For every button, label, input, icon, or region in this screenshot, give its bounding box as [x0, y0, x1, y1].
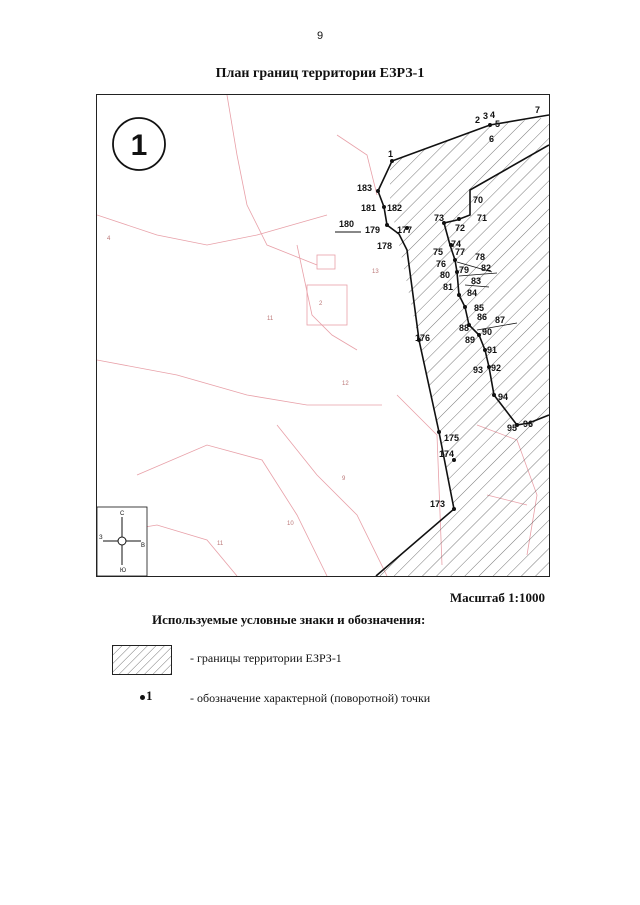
page-title: План границ территории ЕЗРЗ-1: [215, 66, 425, 81]
svg-text:85: 85: [474, 303, 485, 313]
svg-text:9: 9: [342, 476, 346, 482]
svg-text:91: 91: [487, 345, 498, 355]
svg-text:2: 2: [475, 115, 481, 125]
svg-text:181: 181: [361, 203, 377, 213]
svg-text:76: 76: [436, 259, 447, 269]
svg-text:71: 71: [477, 213, 488, 223]
territory-area: [377, 117, 549, 576]
svg-text:178: 178: [377, 241, 393, 251]
legend-hatch-swatch: [112, 645, 172, 675]
sheet-number-badge: [113, 118, 165, 170]
map-frame: [96, 94, 550, 577]
svg-text:1: 1: [130, 129, 148, 162]
svg-text:94: 94: [498, 392, 509, 402]
svg-text:13: 13: [372, 269, 379, 275]
svg-text:6: 6: [489, 134, 495, 144]
boundary-map: [97, 95, 549, 576]
svg-text:180: 180: [339, 219, 355, 229]
svg-text:92: 92: [491, 363, 502, 373]
svg-text:88: 88: [459, 323, 470, 333]
svg-text:З: З: [99, 535, 103, 541]
svg-text:95: 95: [507, 423, 518, 433]
svg-text:11: 11: [217, 541, 224, 547]
svg-text:179: 179: [365, 225, 381, 235]
svg-text:Ю: Ю: [120, 568, 127, 574]
svg-text:78: 78: [475, 252, 486, 262]
legend-point-label: - обозначение характерной (поворотной) точки: [190, 691, 431, 705]
svg-text:10: 10: [287, 521, 294, 527]
svg-text:2: 2: [319, 301, 323, 307]
svg-text:7: 7: [535, 105, 541, 115]
svg-text:5: 5: [495, 119, 501, 129]
svg-text:В: В: [141, 543, 146, 549]
svg-text:12: 12: [342, 381, 349, 387]
svg-text:1: 1: [388, 149, 394, 159]
svg-text:175: 175: [444, 433, 460, 443]
svg-text:81: 81: [443, 282, 454, 292]
svg-text:11: 11: [267, 316, 274, 322]
svg-text:83: 83: [471, 276, 482, 286]
svg-text:96: 96: [523, 419, 534, 429]
svg-text:90: 90: [482, 327, 493, 337]
svg-text:80: 80: [440, 270, 451, 280]
svg-text:3: 3: [483, 111, 489, 121]
svg-text:84: 84: [467, 288, 478, 298]
svg-text:86: 86: [477, 312, 488, 322]
svg-text:4: 4: [107, 236, 111, 242]
svg-text:93: 93: [473, 365, 484, 375]
page-number: 9: [316, 30, 324, 42]
svg-text:77: 77: [455, 247, 466, 257]
svg-text:174: 174: [439, 449, 455, 459]
legend-point-symbol: 1: [140, 688, 153, 704]
svg-text:183: 183: [357, 183, 373, 193]
svg-text:4: 4: [490, 110, 496, 120]
svg-text:182: 182: [387, 203, 403, 213]
svg-text:72: 72: [455, 223, 466, 233]
svg-text:73: 73: [434, 213, 445, 223]
legend-title: Используемые условные знаки и обозначения:: [152, 612, 426, 627]
compass-rose: [97, 507, 147, 576]
svg-text:87: 87: [495, 315, 506, 325]
svg-text:С: С: [120, 511, 125, 517]
svg-text:70: 70: [473, 195, 484, 205]
svg-text:75: 75: [433, 247, 444, 257]
svg-text:89: 89: [465, 335, 476, 345]
svg-text:177: 177: [397, 225, 413, 235]
svg-text:176: 176: [415, 333, 431, 343]
legend-boundary-label: - границы территории ЕЗРЗ-1: [190, 651, 342, 665]
svg-text:79: 79: [459, 265, 470, 275]
svg-text:82: 82: [481, 263, 492, 273]
svg-text:173: 173: [430, 499, 446, 509]
map-scale: Масштаб 1:1000: [449, 590, 545, 605]
point-dot-icon: [140, 695, 145, 700]
cadastral-labels: [107, 236, 379, 547]
svg-text:74: 74: [451, 239, 462, 249]
